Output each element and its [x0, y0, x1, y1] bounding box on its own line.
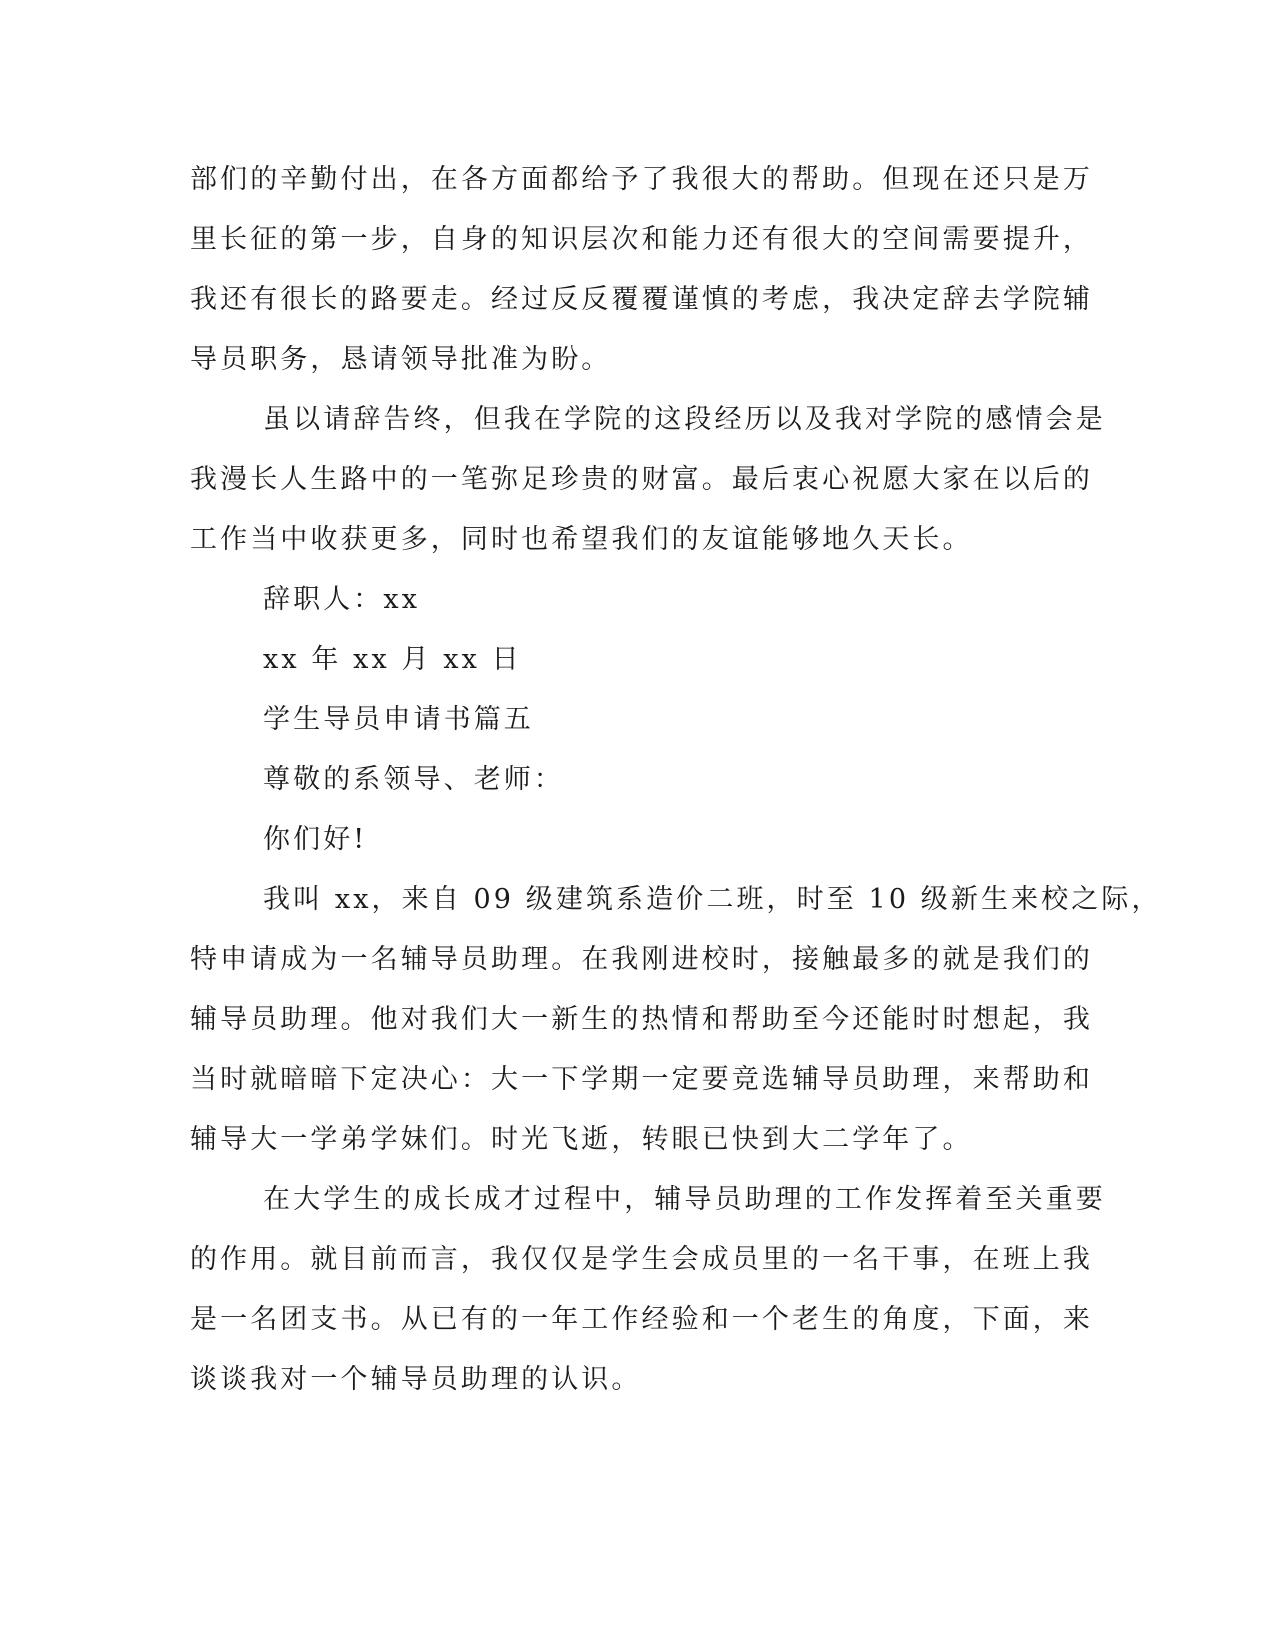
text-line: 导员职务，恳请领导批准为盼。 — [190, 344, 612, 375]
section-heading: 学生导员申请书篇五 — [263, 704, 534, 735]
text-line: 的作用。就目前而言，我仅仅是学生会成员里的一名干事，在班上我 — [190, 1244, 1093, 1275]
text-line: 工作当中收获更多，同时也希望我们的友谊能够地久天长。 — [190, 524, 973, 555]
signature-line: 辞职人：xx — [263, 584, 421, 615]
date-line: xx 年 xx 月 xx 日 — [263, 644, 522, 675]
text-line: 特申请成为一名辅导员助理。在我刚进校时，接触最多的就是我们的 — [190, 944, 1093, 975]
text-line: 当时就暗暗下定决心：大一下学期一定要竞选辅导员助理，来帮助和 — [190, 1064, 1093, 1095]
text-line: 部们的辛勤付出，在各方面都给予了我很大的帮助。但现在还只是万 — [190, 164, 1093, 195]
paragraph-first-line: 我叫 xx，来自 09 级建筑系造价二班，时至 10 级新生来校之际， — [263, 884, 1162, 915]
text-line: 是一名团支书。从已有的一年工作经验和一个老生的角度，下面，来 — [190, 1304, 1093, 1335]
paragraph-first-line: 虽以请辞告终，但我在学院的这段经历以及我对学院的感情会是 — [263, 404, 1106, 435]
paragraph-first-line: 在大学生的成长成才过程中，辅导员助理的工作发挥着至关重要 — [263, 1184, 1106, 1215]
greeting: 你们好! — [263, 824, 368, 855]
text-line: 辅导员助理。他对我们大一新生的热情和帮助至今还能时时想起，我 — [190, 1004, 1093, 1035]
text-line: 里长征的第一步，自身的知识层次和能力还有很大的空间需要提升， — [190, 224, 1093, 255]
salutation: 尊敬的系领导、老师： — [263, 764, 564, 795]
text-line: 辅导大一学弟学妹们。时光飞逝，转眼已快到大二学年了。 — [190, 1124, 973, 1155]
text-line: 我漫长人生路中的一笔弥足珍贵的财富。最后衷心祝愿大家在以后的 — [190, 464, 1093, 495]
text-line: 我还有很长的路要走。经过反反覆覆谨慎的考虑，我决定辞去学院辅 — [190, 284, 1093, 315]
text-line: 谈谈我对一个辅导员助理的认识。 — [190, 1364, 642, 1395]
